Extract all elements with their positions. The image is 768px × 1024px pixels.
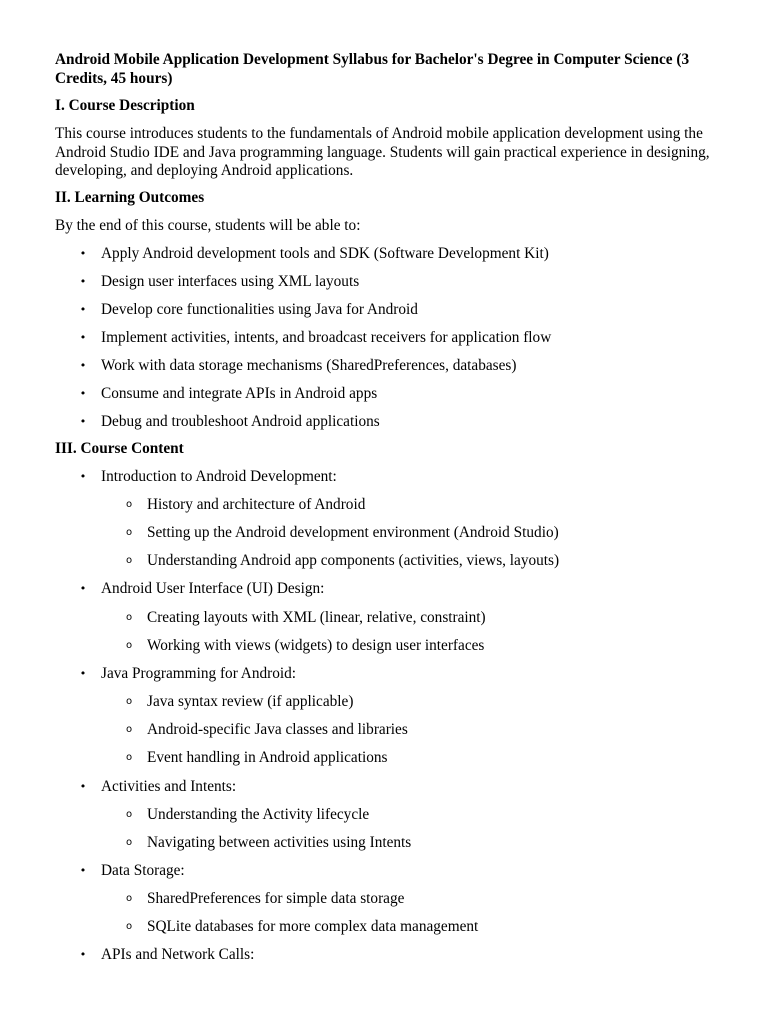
section-heading-learning-outcomes: II. Learning Outcomes [55,189,205,206]
circle-bullet-icon: o [125,752,133,763]
bullet-icon: • [79,303,87,316]
list-item-text: Work with data storage mechanisms (SharedPreferences, databases) [101,357,517,374]
circle-bullet-icon: o [125,809,133,820]
bullet-icon: • [79,780,87,793]
circle-bullet-icon: o [125,555,133,566]
circle-bullet-icon: o [125,893,133,904]
bullet-icon: • [79,275,87,288]
circle-bullet-icon: o [125,499,133,510]
circle-bullet-icon: o [125,527,133,538]
topic-label: Java Programming for Android: [101,665,297,682]
subtopic-text: SQLite databases for more complex data management [147,918,479,935]
subtopic-text: SharedPreferences for simple data storage [147,890,405,907]
bullet-icon: • [79,247,87,260]
list-item-text: Apply Android development tools and SDK (Software Development Kit) [101,245,549,262]
circle-bullet-icon: o [125,640,133,651]
course-description-text: This course introduces students to the fundamentals of Android mobile application development using the Android Studio IDE and Java programming language. Students will gain practical experience in designing, developing, and deploying Android applications. [55,125,710,179]
subtopic-text: Understanding the Activity lifecycle [147,806,370,823]
bullet-icon: • [79,470,87,483]
subtopic-text: Android-specific Java classes and libraries [147,721,408,738]
topic-label: Introduction to Android Development: [101,468,337,485]
bullet-icon: • [79,582,87,595]
subtopic-text: Setting up the Android development environment (Android Studio) [147,524,559,541]
list-item-text: Implement activities, intents, and broadcast receivers for application flow [101,329,552,346]
subtopic-text: History and architecture of Android [147,496,366,513]
list-item-text: Develop core functionalities using Java for Android [101,301,418,318]
learning-outcomes-intro: By the end of this course, students will be able to: [55,217,361,234]
circle-bullet-icon: o [125,696,133,707]
subtopic-text: Navigating between activities using Intents [147,834,412,851]
section-heading-course-content: III. Course Content [55,440,184,457]
bullet-icon: • [79,948,87,961]
circle-bullet-icon: o [125,612,133,623]
circle-bullet-icon: o [125,724,133,735]
circle-bullet-icon: o [125,837,133,848]
topic-label: Data Storage: [101,862,185,879]
document-title: Android Mobile Application Development Syllabus for Bachelor's Degree in Computer Science (3 Credits, 45 hours) [55,51,690,87]
topic-label: Activities and Intents: [101,778,237,795]
topic-label: Android User Interface (UI) Design: [101,580,325,597]
bullet-icon: • [79,667,87,680]
bullet-icon: • [79,359,87,372]
bullet-icon: • [79,387,87,400]
subtopic-text: Working with views (widgets) to design user interfaces [147,637,485,654]
subtopic-text: Understanding Android app components (activities, views, layouts) [147,552,560,569]
section-heading-course-description: I. Course Description [55,97,195,114]
circle-bullet-icon: o [125,921,133,932]
topic-label: APIs and Network Calls: [101,946,255,963]
bullet-icon: • [79,331,87,344]
list-item-text: Debug and troubleshoot Android applications [101,413,380,430]
subtopic-text: Creating layouts with XML (linear, relative, constraint) [147,609,486,626]
list-item-text: Design user interfaces using XML layouts [101,273,360,290]
subtopic-text: Event handling in Android applications [147,749,388,766]
bullet-icon: • [79,415,87,428]
bullet-icon: • [79,864,87,877]
list-item-text: Consume and integrate APIs in Android apps [101,385,378,402]
subtopic-text: Java syntax review (if applicable) [147,693,354,710]
